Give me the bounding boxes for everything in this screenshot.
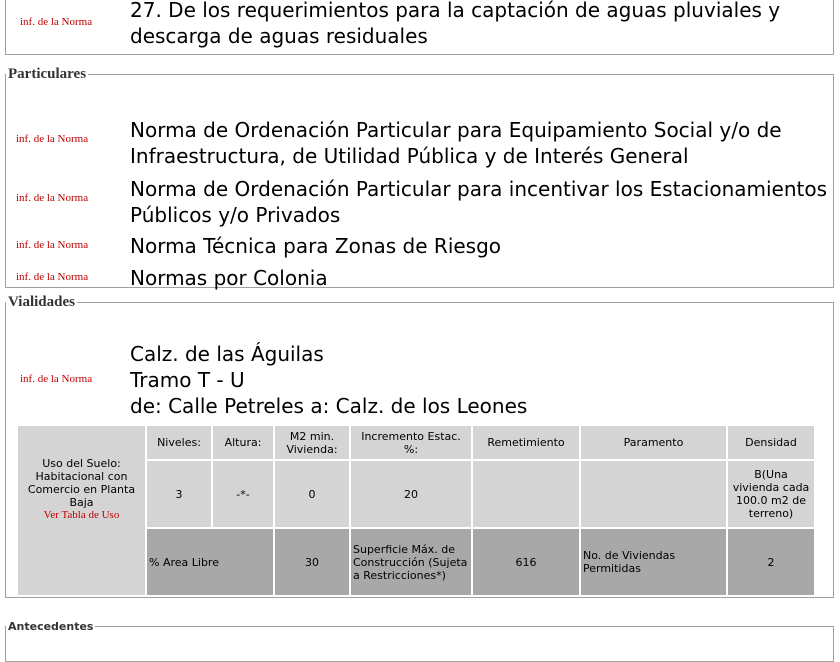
value-incremento: 20 — [351, 461, 471, 527]
ver-tabla-uso-link[interactable]: Ver Tabla de Uso — [43, 508, 120, 521]
header-m2-min: M2 min. Vivienda: — [275, 426, 349, 459]
header-altura: Altura: — [213, 426, 273, 459]
vialidades-section — [5, 294, 834, 598]
viviendas-value: 2 — [728, 529, 814, 595]
area-libre-value: 30 — [275, 529, 349, 595]
norma-title: Norma de Ordenación Particular para Equipamiento Social y/o de Infraestructura, de Utilidad Pública y de Interés General — [130, 118, 782, 168]
superficie-value: 616 — [473, 529, 579, 595]
area-libre-label: % Area Libre — [147, 529, 273, 595]
norma-info-link[interactable]: inf. de la Norma — [20, 16, 93, 28]
norma-title: Norma de Ordenación Particular para incentivar los Estacionamientos Públicos y/o Privados — [130, 177, 828, 227]
norma-title: 27. De los requerimientos para la captación de aguas pluviales y descarga de aguas residuales — [130, 0, 781, 48]
norma-info-link[interactable]: inf. de la Norma — [16, 192, 89, 204]
header-incremento: Incremento Estac. %: — [351, 426, 471, 459]
uso-suelo-cell — [18, 426, 145, 595]
value-paramento — [581, 461, 726, 527]
superficie-label: Superficie Máx. de Construcción (Sujeta a Restricciones*) — [351, 529, 471, 595]
antecedentes-section — [5, 620, 834, 662]
value-remetimiento — [473, 461, 579, 527]
particulares-section — [5, 66, 834, 288]
viviendas-label: No. de Viviendas Permitidas — [581, 529, 726, 595]
header-remetimiento: Remetimiento — [473, 426, 579, 459]
norma-info-link[interactable]: inf. de la Norma — [16, 239, 89, 251]
street-name: Calz. de las Águilas — [130, 342, 324, 366]
norma-info-link[interactable]: inf. de la Norma — [16, 271, 89, 283]
vialidades-legend: Vialidades — [8, 294, 75, 310]
norma-info-link[interactable]: inf. de la Norma — [16, 133, 89, 145]
header-niveles: Niveles: — [147, 426, 211, 459]
particulares-legend: Particulares — [8, 66, 87, 82]
vialidad-info — [130, 341, 810, 419]
value-niveles: 3 — [147, 461, 211, 527]
value-densidad: B(Una vivienda cada 100.0 m2 de terreno) — [728, 461, 814, 527]
antecedentes-legend: Antecedentes — [8, 620, 94, 633]
header-densidad: Densidad — [728, 426, 814, 459]
norma-title: Norma Técnica para Zonas de Riesgo — [130, 234, 502, 258]
street-range: de: Calle Petreles a: Calz. de los Leones — [130, 394, 528, 418]
norma-title: Normas por Colonia — [130, 266, 328, 290]
tramo: Tramo T - U — [130, 368, 245, 392]
value-m2-min: 0 — [275, 461, 349, 527]
norma-info-link[interactable]: inf. de la Norma — [20, 373, 93, 385]
value-altura: -*- — [213, 461, 273, 527]
uso-suelo-table — [16, 424, 816, 597]
norma-general-27 — [5, 0, 834, 55]
uso-suelo-label: Uso del Suelo: Habitacional con Comercio en Planta Baja — [27, 456, 136, 509]
header-paramento: Paramento — [581, 426, 726, 459]
